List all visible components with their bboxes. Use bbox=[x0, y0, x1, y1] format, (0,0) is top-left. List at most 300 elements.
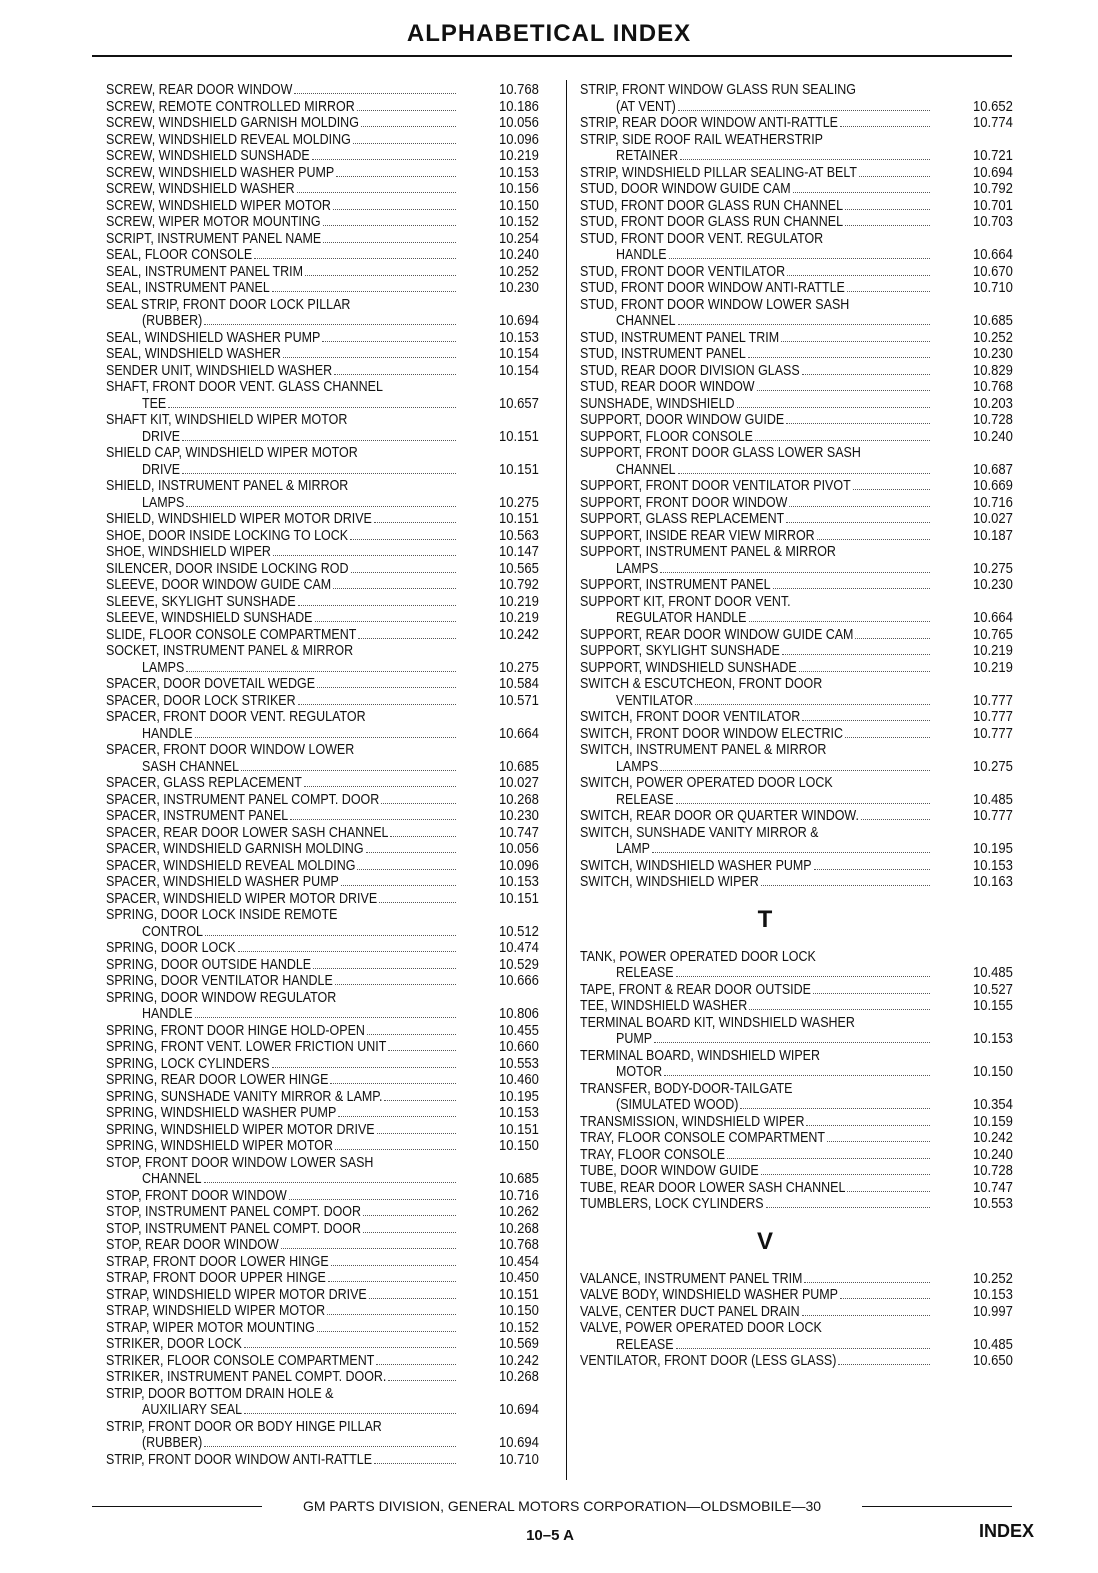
index-entry bbox=[580, 709, 1030, 726]
entry-label: SUPPORT, INSTRUMENT PANEL & MIRROR bbox=[580, 544, 836, 560]
index-entry bbox=[106, 676, 558, 693]
entry-label: SOCKET, INSTRUMENT PANEL & MIRROR bbox=[106, 643, 354, 659]
entry-page-ref: 10.829 bbox=[973, 362, 1013, 379]
index-entry bbox=[106, 198, 558, 215]
entry-page-ref: 10.240 bbox=[973, 428, 1013, 445]
index-entry bbox=[106, 1303, 558, 1320]
dot-leader bbox=[335, 1149, 456, 1150]
entry-page-ref: 10.254 bbox=[499, 230, 539, 247]
entry-page-ref: 10.242 bbox=[499, 1352, 539, 1369]
index-entry bbox=[580, 346, 1030, 363]
entry-label: AUXILIARY SEAL bbox=[142, 1402, 243, 1418]
entry-page-ref: 10.150 bbox=[973, 1064, 1013, 1080]
dot-leader bbox=[204, 1446, 456, 1447]
index-entry bbox=[580, 445, 1030, 462]
entry-page-ref: 10.666 bbox=[499, 973, 539, 989]
dot-leader bbox=[749, 1009, 930, 1010]
entry-page-ref: 10.153 bbox=[973, 857, 1013, 874]
entry-label: SPACER, FRONT DOOR VENT. REGULATOR bbox=[106, 709, 366, 725]
index-entry bbox=[106, 478, 558, 495]
entry-page-ref: 10.685 bbox=[499, 758, 539, 775]
index-entry bbox=[106, 1435, 558, 1452]
entry-label: SPACER, WINDSHIELD REVEAL MOLDING bbox=[106, 857, 356, 874]
entry-page-ref: 10.151 bbox=[499, 511, 539, 527]
index-entry bbox=[580, 1304, 1030, 1321]
index-entry bbox=[580, 1114, 1030, 1131]
index-entry bbox=[580, 1337, 1030, 1354]
index-entry bbox=[580, 396, 1030, 413]
index-entry bbox=[580, 165, 1030, 182]
entry-page-ref: 10.186 bbox=[499, 98, 539, 115]
entry-page-ref: 10.195 bbox=[499, 1088, 539, 1105]
index-entry bbox=[106, 594, 558, 611]
entry-page-ref: 10.527 bbox=[973, 981, 1013, 998]
index-entry bbox=[106, 165, 558, 182]
dot-leader bbox=[331, 1265, 456, 1266]
entry-label: STUD, FRONT DOOR GLASS RUN CHANNEL bbox=[580, 197, 844, 214]
index-entry bbox=[106, 627, 558, 644]
index-entry bbox=[106, 907, 558, 924]
dot-leader bbox=[366, 852, 456, 853]
entry-label: LAMPS bbox=[616, 758, 659, 775]
entry-page-ref: 10.203 bbox=[973, 395, 1013, 412]
dot-leader bbox=[737, 407, 930, 408]
entry-label: SLEEVE, SKYLIGHT SUNSHADE bbox=[106, 593, 296, 610]
entry-label: STUD, DOOR WINDOW GUIDE CAM bbox=[580, 181, 791, 197]
entry-page-ref: 10.150 bbox=[499, 1303, 539, 1319]
index-entry bbox=[106, 940, 558, 957]
entry-label: VALVE, POWER OPERATED DOOR LOCK bbox=[580, 1320, 822, 1336]
entry-page-ref: 10.777 bbox=[973, 725, 1013, 742]
index-entry bbox=[580, 1081, 1030, 1098]
dot-leader bbox=[813, 993, 930, 994]
entry-label: SUPPORT, DOOR WINDOW GUIDE bbox=[580, 412, 785, 428]
dot-leader bbox=[789, 506, 930, 507]
dot-leader bbox=[312, 159, 456, 160]
entry-label: SWITCH, SUNSHADE VANITY MIRROR & bbox=[580, 824, 819, 841]
index-entry bbox=[580, 1064, 1030, 1081]
index-entry bbox=[580, 462, 1030, 479]
index-entry bbox=[106, 1369, 558, 1386]
entry-page-ref: 10.716 bbox=[973, 494, 1013, 511]
entry-page-ref: 10.240 bbox=[973, 1146, 1013, 1163]
entry-page-ref: 10.156 bbox=[499, 181, 539, 197]
index-entry bbox=[580, 181, 1030, 198]
entry-page-ref: 10.694 bbox=[973, 164, 1013, 181]
dot-leader bbox=[390, 836, 456, 837]
entry-label: STRIP, SIDE ROOF RAIL WEATHERSTRIP bbox=[580, 131, 823, 148]
entry-page-ref: 10.056 bbox=[499, 841, 539, 857]
entry-label: SPRING, DOOR OUTSIDE HANDLE bbox=[106, 956, 312, 973]
dot-leader bbox=[845, 737, 930, 738]
dot-leader bbox=[298, 704, 456, 705]
index-entry bbox=[106, 891, 558, 908]
dot-leader bbox=[678, 473, 930, 474]
entry-label: SILENCER, DOOR INSIDE LOCKING ROD bbox=[106, 560, 349, 577]
entry-label: STRAP, WIPER MOTOR MOUNTING bbox=[106, 1319, 315, 1336]
index-entry bbox=[580, 264, 1030, 281]
entry-label: SWITCH, FRONT DOOR WINDOW ELECTRIC bbox=[580, 725, 844, 742]
entry-label: STUD, REAR DOOR WINDOW bbox=[580, 379, 755, 395]
index-entry bbox=[106, 313, 558, 330]
dot-leader bbox=[806, 1125, 930, 1126]
entry-label: (SIMULATED WOOD) bbox=[616, 1097, 739, 1113]
dot-leader bbox=[654, 1042, 930, 1043]
index-entry bbox=[106, 1155, 558, 1172]
dot-leader bbox=[290, 819, 456, 820]
dot-leader bbox=[814, 869, 930, 870]
index-entry bbox=[106, 825, 558, 842]
entry-label: SUPPORT, GLASS REPLACEMENT bbox=[580, 511, 785, 527]
entry-label: SPRING, SUNSHADE VANITY MIRROR & LAMP. bbox=[106, 1088, 383, 1105]
index-entry bbox=[580, 561, 1030, 578]
entry-label: SPACER, REAR DOOR LOWER SASH CHANNEL bbox=[106, 824, 389, 841]
entry-label: SCREW, WINDSHIELD WASHER PUMP bbox=[106, 164, 335, 181]
dot-leader bbox=[802, 1315, 930, 1316]
section-heading-v: V bbox=[756, 1227, 773, 1255]
index-entry bbox=[106, 1089, 558, 1106]
entry-page-ref: 10.716 bbox=[499, 1187, 539, 1204]
index-entry bbox=[580, 643, 1030, 660]
index-entry bbox=[106, 1287, 558, 1304]
index-entry bbox=[106, 1188, 558, 1205]
index-entry bbox=[106, 1402, 558, 1419]
entry-page-ref: 10.694 bbox=[499, 313, 539, 329]
entry-page-ref: 10.195 bbox=[973, 841, 1013, 857]
entry-label: TAPE, FRONT & REAR DOOR OUTSIDE bbox=[580, 981, 811, 998]
entry-label: SUPPORT, FRONT DOOR GLASS LOWER SASH bbox=[580, 445, 861, 461]
index-entry bbox=[106, 841, 558, 858]
entry-page-ref: 10.571 bbox=[499, 692, 539, 709]
entry-page-ref: 10.096 bbox=[499, 857, 539, 874]
entry-page-ref: 10.485 bbox=[973, 965, 1013, 981]
entry-label: SUPPORT, FRONT DOOR WINDOW bbox=[580, 494, 788, 511]
dot-leader bbox=[381, 803, 456, 804]
entry-page-ref: 10.765 bbox=[973, 626, 1013, 643]
index-entry bbox=[106, 1419, 558, 1436]
index-entry bbox=[580, 1287, 1030, 1304]
entry-label: SWITCH, POWER OPERATED DOOR LOCK bbox=[580, 775, 833, 791]
dot-leader bbox=[369, 1298, 456, 1299]
entry-page-ref: 10.151 bbox=[499, 1286, 539, 1303]
index-entry bbox=[106, 775, 558, 792]
entry-label: SUPPORT KIT, FRONT DOOR VENT. bbox=[580, 593, 791, 610]
entry-label: SCREW, WIPER MOTOR MOUNTING bbox=[106, 214, 321, 230]
dot-leader bbox=[317, 687, 456, 688]
entry-label: STRIP, WINDSHIELD PILLAR SEALING-AT BELT bbox=[580, 164, 857, 181]
dot-leader bbox=[328, 1281, 456, 1282]
entry-page-ref: 10.687 bbox=[973, 461, 1013, 478]
entry-label: STRAP, FRONT DOOR LOWER HINGE bbox=[106, 1253, 329, 1270]
entry-label: SPACER, WINDSHIELD WASHER PUMP bbox=[106, 874, 339, 890]
entry-label: SCREW, WINDSHIELD REVEAL MOLDING bbox=[106, 131, 351, 148]
index-entry bbox=[580, 544, 1030, 561]
entry-label: STRIP, FRONT DOOR WINDOW ANTI-RATTLE bbox=[106, 1451, 373, 1468]
entry-page-ref: 10.219 bbox=[973, 659, 1013, 676]
index-entry bbox=[580, 132, 1030, 149]
index-entry bbox=[106, 247, 558, 264]
entry-label: STOP, INSTRUMENT PANEL COMPT. DOOR bbox=[106, 1220, 361, 1237]
index-entry bbox=[106, 973, 558, 990]
entry-page-ref: 10.275 bbox=[973, 560, 1013, 577]
entry-label: DRIVE bbox=[142, 461, 181, 478]
index-entry bbox=[580, 313, 1030, 330]
dot-leader bbox=[323, 225, 456, 226]
entry-page-ref: 10.262 bbox=[499, 1204, 539, 1220]
entry-label: CHANNEL bbox=[616, 461, 676, 478]
entry-label: LAMPS bbox=[142, 494, 185, 511]
entry-page-ref: 10.163 bbox=[973, 874, 1013, 890]
dot-leader bbox=[845, 209, 930, 210]
entry-label: SUPPORT, REAR DOOR WINDOW GUIDE CAM bbox=[580, 626, 854, 643]
index-entry bbox=[106, 1006, 558, 1023]
dot-leader bbox=[388, 1050, 456, 1051]
entry-page-ref: 10.565 bbox=[499, 560, 539, 577]
dot-leader bbox=[283, 357, 456, 358]
entry-page-ref: 10.710 bbox=[973, 280, 1013, 296]
entry-page-ref: 10.219 bbox=[499, 148, 539, 164]
entry-label: SHIELD CAP, WINDSHIELD WIPER MOTOR bbox=[106, 445, 358, 461]
index-entry bbox=[106, 957, 558, 974]
index-entry bbox=[580, 742, 1030, 759]
entry-label: STOP, FRONT DOOR WINDOW bbox=[106, 1187, 287, 1204]
dot-leader bbox=[357, 110, 456, 111]
entry-label: TEE bbox=[142, 395, 167, 412]
entry-label: TERMINAL BOARD, WINDSHIELD WIPER bbox=[580, 1047, 820, 1064]
index-entry bbox=[106, 231, 558, 248]
dot-leader bbox=[298, 605, 456, 606]
index-entry bbox=[106, 1072, 558, 1089]
index-entries-s bbox=[580, 82, 1030, 891]
dot-leader bbox=[358, 638, 456, 639]
index-entry bbox=[106, 181, 558, 198]
entry-page-ref: 10.460 bbox=[499, 1072, 539, 1088]
index-entry bbox=[106, 1452, 558, 1469]
index-entry bbox=[580, 1015, 1030, 1032]
entry-page-ref: 10.153 bbox=[499, 329, 539, 346]
dot-leader bbox=[827, 1141, 930, 1142]
dot-leader bbox=[374, 522, 456, 523]
entry-label: CHANNEL bbox=[142, 1171, 202, 1187]
entry-page-ref: 10.660 bbox=[499, 1039, 539, 1055]
entry-page-ref: 10.455 bbox=[499, 1022, 539, 1039]
index-entry bbox=[106, 511, 558, 528]
index-entry bbox=[580, 1163, 1030, 1180]
entry-label: SHOE, DOOR INSIDE LOCKING TO LOCK bbox=[106, 527, 349, 544]
entry-page-ref: 10.150 bbox=[499, 197, 539, 214]
entry-page-ref: 10.252 bbox=[973, 1270, 1013, 1287]
index-entry bbox=[580, 726, 1030, 743]
entry-page-ref: 10.768 bbox=[499, 82, 539, 98]
entry-page-ref: 10.154 bbox=[499, 362, 539, 379]
index-entry bbox=[580, 148, 1030, 165]
entry-page-ref: 10.806 bbox=[499, 1006, 539, 1022]
index-entry bbox=[580, 330, 1030, 347]
dot-leader bbox=[272, 291, 456, 292]
entry-page-ref: 10.670 bbox=[973, 263, 1013, 280]
index-entry bbox=[580, 1320, 1030, 1337]
entry-page-ref: 10.657 bbox=[499, 395, 539, 412]
index-entry bbox=[106, 495, 558, 512]
dot-leader bbox=[676, 803, 930, 804]
entry-page-ref: 10.685 bbox=[499, 1171, 539, 1187]
entry-label: CHANNEL bbox=[616, 313, 676, 329]
index-entry bbox=[580, 214, 1030, 231]
entry-label: SPACER, INSTRUMENT PANEL COMPT. DOOR bbox=[106, 791, 380, 808]
index-entry bbox=[106, 759, 558, 776]
dot-leader bbox=[195, 737, 456, 738]
dot-leader bbox=[205, 935, 456, 936]
entry-label: STUD, FRONT DOOR GLASS RUN CHANNEL bbox=[580, 214, 844, 230]
entry-page-ref: 10.268 bbox=[499, 1369, 539, 1385]
entry-label: SPACER, DOOR LOCK STRIKER bbox=[106, 692, 296, 709]
dot-leader bbox=[678, 110, 930, 111]
dot-leader bbox=[727, 1158, 930, 1159]
entry-page-ref: 10.664 bbox=[973, 247, 1013, 263]
index-entry bbox=[106, 726, 558, 743]
entry-label: HANDLE bbox=[142, 1006, 193, 1022]
dot-leader bbox=[740, 1108, 930, 1109]
index-entry bbox=[580, 982, 1030, 999]
index-entry bbox=[106, 643, 558, 660]
entry-label: DRIVE bbox=[142, 428, 181, 445]
entry-label: SHAFT, FRONT DOOR VENT. GLASS CHANNEL bbox=[106, 379, 383, 395]
dot-leader bbox=[787, 275, 930, 276]
entry-page-ref: 10.153 bbox=[499, 1105, 539, 1121]
entry-page-ref: 10.268 bbox=[499, 791, 539, 808]
dot-leader bbox=[680, 159, 930, 160]
dot-leader bbox=[363, 1232, 456, 1233]
index-entry bbox=[580, 1097, 1030, 1114]
entry-label: STUD, FRONT DOOR WINDOW ANTI-RATTLE bbox=[580, 280, 845, 296]
entry-page-ref: 10.230 bbox=[499, 280, 539, 296]
entry-label: SLEEVE, DOOR WINDOW GUIDE CAM bbox=[106, 577, 332, 593]
entry-label: SHAFT KIT, WINDSHIELD WIPER MOTOR bbox=[106, 412, 348, 428]
entry-page-ref: 10.240 bbox=[499, 247, 539, 263]
entry-label: TERMINAL BOARD KIT, WINDSHIELD WASHER bbox=[580, 1014, 855, 1031]
dot-leader bbox=[238, 951, 456, 952]
index-entry bbox=[580, 858, 1030, 875]
entry-label: TRANSFER, BODY-DOOR-TAILGATE bbox=[580, 1080, 793, 1097]
index-entry bbox=[580, 1031, 1030, 1048]
index-entry bbox=[580, 280, 1030, 297]
dot-leader bbox=[341, 885, 456, 886]
index-entry bbox=[106, 1039, 558, 1056]
entry-page-ref: 10.664 bbox=[499, 725, 539, 742]
entry-label: STRAP, WINDSHIELD WIPER MOTOR DRIVE bbox=[106, 1286, 367, 1303]
index-entry bbox=[580, 825, 1030, 842]
dot-leader bbox=[294, 93, 456, 94]
entry-label: SHIELD, INSTRUMENT PANEL & MIRROR bbox=[106, 478, 349, 494]
dot-leader bbox=[313, 968, 456, 969]
entry-label: VENTILATOR bbox=[616, 692, 694, 709]
entry-label: LAMPS bbox=[142, 659, 185, 676]
entry-label: STUD, FRONT DOOR VENT. REGULATOR bbox=[580, 230, 824, 247]
entry-label: SUPPORT, FLOOR CONSOLE bbox=[580, 428, 754, 445]
entry-page-ref: 10.747 bbox=[499, 824, 539, 841]
entry-label: SWITCH, FRONT DOOR VENTILATOR bbox=[580, 709, 801, 725]
entry-label: SEAL, WINDSHIELD WASHER PUMP bbox=[106, 329, 321, 346]
index-entry bbox=[580, 874, 1030, 891]
entry-label: MOTOR bbox=[616, 1064, 663, 1080]
entry-label: VALANCE, INSTRUMENT PANEL TRIM bbox=[580, 1270, 803, 1287]
dot-leader bbox=[351, 572, 456, 573]
entry-label: STRAP, FRONT DOOR UPPER HINGE bbox=[106, 1270, 326, 1286]
index-entry bbox=[106, 412, 558, 429]
entry-page-ref: 10.721 bbox=[973, 148, 1013, 164]
dot-leader bbox=[327, 1314, 456, 1315]
index-entry bbox=[106, 1204, 558, 1221]
dot-leader bbox=[766, 1207, 930, 1208]
entry-page-ref: 10.728 bbox=[973, 412, 1013, 428]
entry-page-ref: 10.354 bbox=[973, 1097, 1013, 1113]
entry-page-ref: 10.275 bbox=[499, 494, 539, 511]
dot-leader bbox=[855, 638, 930, 639]
entry-label: SLIDE, FLOOR CONSOLE COMPARTMENT bbox=[106, 626, 357, 643]
entry-label: (RUBBER) bbox=[142, 313, 203, 329]
index-entry bbox=[106, 693, 558, 710]
index-entry bbox=[580, 379, 1030, 396]
entry-label: STRIP, DOOR BOTTOM DRAIN HOLE & bbox=[106, 1385, 334, 1402]
entry-page-ref: 10.187 bbox=[973, 527, 1013, 544]
entry-label: SPRING, DOOR LOCK bbox=[106, 940, 236, 956]
dot-leader bbox=[361, 126, 456, 127]
index-entry bbox=[106, 792, 558, 809]
index-entry bbox=[580, 1147, 1030, 1164]
entry-label: SUPPORT, FRONT DOOR VENTILATOR PIVOT bbox=[580, 478, 851, 494]
dot-leader bbox=[861, 819, 930, 820]
index-entry bbox=[580, 693, 1030, 710]
entry-label: SUPPORT, INSIDE REAR VIEW MIRROR bbox=[580, 527, 815, 544]
entry-page-ref: 10.777 bbox=[973, 692, 1013, 709]
index-entry bbox=[106, 429, 558, 446]
dot-leader bbox=[388, 1380, 456, 1381]
index-entry bbox=[106, 1237, 558, 1254]
entry-page-ref: 10.153 bbox=[973, 1031, 1013, 1047]
dot-leader bbox=[786, 423, 930, 424]
entry-label: STRIP, FRONT DOOR OR BODY HINGE PILLAR bbox=[106, 1418, 382, 1435]
entry-page-ref: 10.652 bbox=[973, 98, 1013, 115]
dot-leader bbox=[254, 258, 456, 259]
dot-leader bbox=[847, 1191, 930, 1192]
entry-label: SUNSHADE, WINDSHIELD bbox=[580, 395, 735, 412]
dot-leader bbox=[323, 242, 456, 243]
entry-page-ref: 10.512 bbox=[499, 923, 539, 940]
dot-leader bbox=[244, 1347, 456, 1348]
dot-leader bbox=[660, 770, 930, 771]
dot-leader bbox=[241, 770, 456, 771]
entry-page-ref: 10.774 bbox=[973, 115, 1013, 131]
index-entry bbox=[106, 1320, 558, 1337]
entry-page-ref: 10.252 bbox=[973, 329, 1013, 346]
index-entry bbox=[106, 610, 558, 627]
index-entry bbox=[580, 429, 1030, 446]
dot-leader bbox=[804, 1282, 930, 1283]
index-entry bbox=[580, 676, 1030, 693]
dot-leader bbox=[749, 621, 930, 622]
entry-label: STRIP, REAR DOOR WINDOW ANTI-RATTLE bbox=[580, 115, 838, 131]
entry-page-ref: 10.710 bbox=[499, 1451, 539, 1468]
entry-label: SCREW, WINDSHIELD SUNSHADE bbox=[106, 148, 310, 164]
index-entry bbox=[106, 445, 558, 462]
index-entry bbox=[106, 1336, 558, 1353]
entry-label: STRAP, WINDSHIELD WIPER MOTOR bbox=[106, 1303, 326, 1319]
entry-label: TANK, POWER OPERATED DOOR LOCK bbox=[580, 948, 816, 965]
entry-label: LAMP bbox=[616, 841, 650, 857]
entry-label: STRIKER, INSTRUMENT PANEL COMPT. DOOR. bbox=[106, 1369, 387, 1385]
entry-page-ref: 10.792 bbox=[499, 577, 539, 593]
index-entry bbox=[580, 231, 1030, 248]
